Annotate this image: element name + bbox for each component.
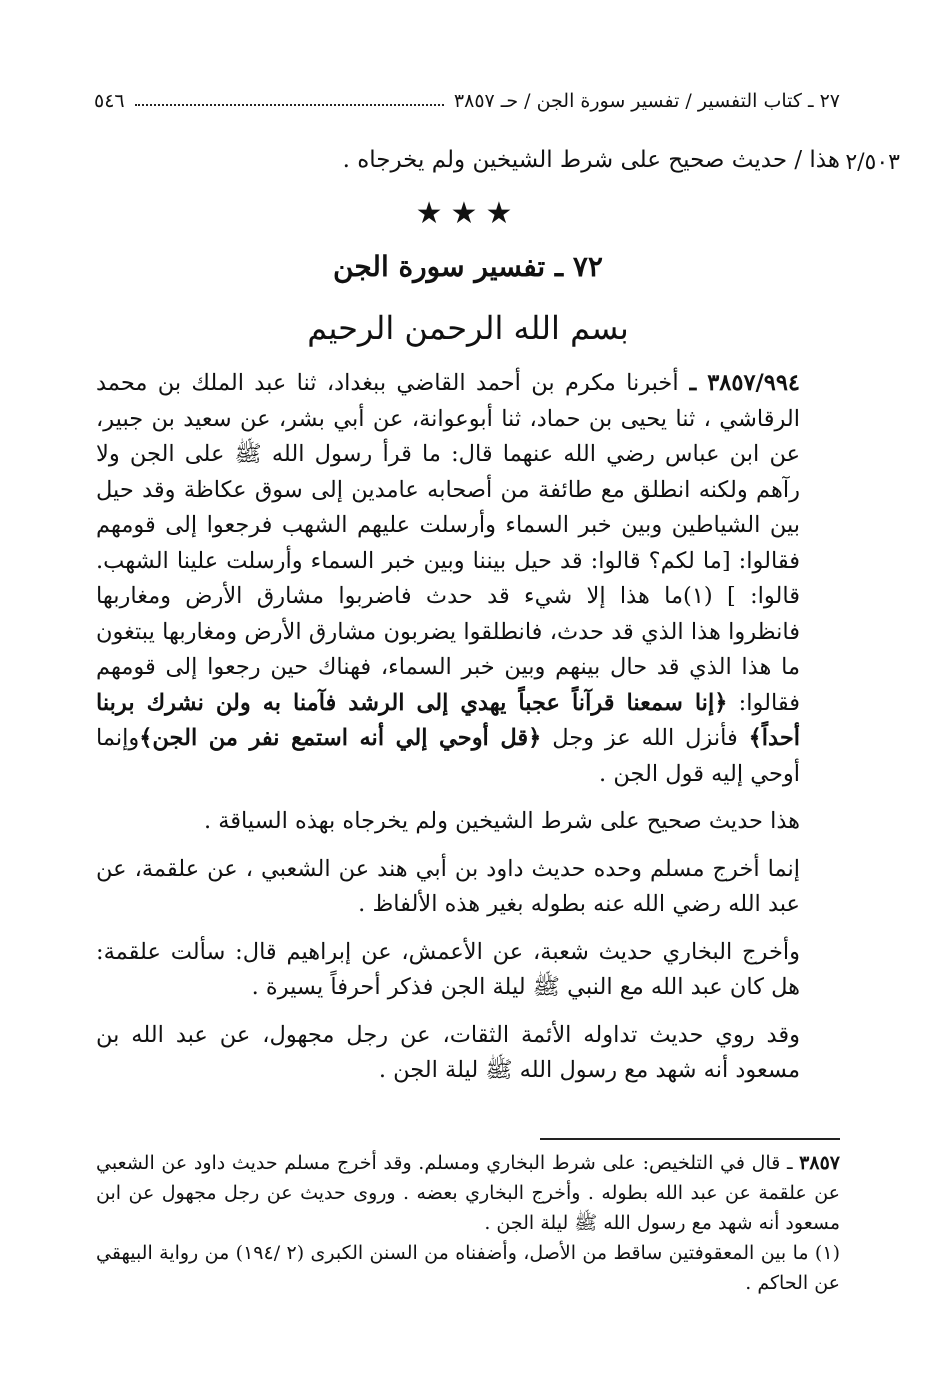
previous-hadith-verdict: هذا / حديث صحيح على شرط الشيخين ولم يخرجاه . [342, 147, 840, 173]
section-divider-stars: ★★★ [415, 196, 521, 231]
commentary-paragraph-bukhari: وأخرج البخاري حديث شعبة، عن الأعمش، عن إبراهيم قال: سألت علقمة: هل كان عبد الله مع النبي ﷺ ليلة الجن فذكر أحرفاً يسيرة . [96, 938, 800, 1000]
footnotes [96, 1148, 840, 1298]
hadith-text-b: فأنزل الله عز وجل [541, 725, 749, 751]
hadith-text-c: وإنما أوحي إليه قول الجن . [96, 725, 800, 787]
main-text [96, 366, 840, 1089]
quran-quote-2: ﴿قل أوحي إلي أنه استمع نفر من الجن﴾ [139, 725, 542, 751]
footnote-talkhis [96, 1148, 840, 1238]
footnote-talkhis-text: ـ قال في التلخيص: على شرط البخاري ومسلم. وقد أخرج مسلم حديث داود عن الشعبي عن علقمة عن عبد الله بطوله . وأخرج البخاري بعضه . وروى حديث عن رجل مجهول عن ابن مسعود أنه شهد مع رسول الله ﷺ ليلة الجن . [96, 1152, 840, 1234]
surah-title: ٧٢ ـ تفسير سورة الجن [333, 250, 603, 283]
commentary-paragraph-masud: وقد روي حديث تداوله الأئمة الثقات، عن رجل مجهول، عن عبد الله بن مسعود أنه شهد مع رسول الله ﷺ ليلة الجن . [96, 1021, 800, 1083]
page-number: ٥٤٦ [94, 90, 125, 112]
footnote-number: ٣٨٥٧ [799, 1152, 840, 1174]
running-header [94, 86, 840, 116]
hadith-text-a: أخبرنا مكرم بن أحمد القاضي ببغداد، ثنا عبد الملك بن محمد الرقاشي ، ثنا يحيى بن حماد، ثنا أبوعوانة، عن أبي بشر، عن سعيد بن جبير، عن ابن عباس رضي الله عنهما قال: ما قرأ رسول الله ﷺ على الجن ولا رآهم ولكنه انطلق مع طائفة من أصحابه عامدين إلى سوق عكاظة وقد حيل بين الشياطين وبين خبر السماء وأرسلت عليهم الشهب فرجعوا إلى قومهم فقالوا: [ما لكم؟ قالوا: قد حيل بيننا وبين خبر السماء وأرسلت علينا الشهب. قالوا: ] (١)ما هذا إلا شيء قد حدث فاضربوا مشارق الأرض ومغاربها فانظروا هذا الذي قد حدث، فانطلقوا يضربون مشارق الأرض ومغاربها يبتغون ما هذا الذي قد حال بينهم وبين خبر السماء، فهناك حين رجعوا إلى قومهم فقالوا: [96, 370, 800, 716]
quran-quote-1: ﴿إنا سمعنا قرآناً عجباً يهدي إلى الرشد فآمنا به ولن نشرك بربنا أحداً﴾ [96, 689, 800, 751]
hadith-number-sep: ـ [678, 370, 708, 396]
header-dot-leader [135, 104, 444, 106]
verdict-paragraph: هذا حديث صحيح على شرط الشيخين ولم يخرجاه بهذه السياقة . [203, 808, 800, 834]
hadith-number: ٣٨٥٧/٩٩٤ [707, 370, 801, 396]
basmala: بسم الله الرحمن الرحيم [307, 309, 629, 347]
header-title: ٢٧ ـ كتاب التفسير / تفسير سورة الجن / حـ ٣٨٥٧ [453, 90, 840, 112]
hadith-paragraph [96, 366, 840, 792]
footnote-brackets: (١) ما بين المعقوفتين ساقط من الأصل، وأضفناه من السنن الكبرى (٢ /١٩٤) من رواية البيهقي عن الحاكم . [96, 1242, 840, 1294]
footnote-rule [540, 1138, 840, 1140]
margin-reference: ٢/٥٠٣ [845, 150, 900, 175]
commentary-paragraph-muslim: إنما أخرج مسلم وحده حديث داود بن أبي هند عن الشعبي ، عن علقمة، عن عبد الله رضي الله عنه بطوله بغير هذه الألفاظ . [96, 855, 800, 917]
